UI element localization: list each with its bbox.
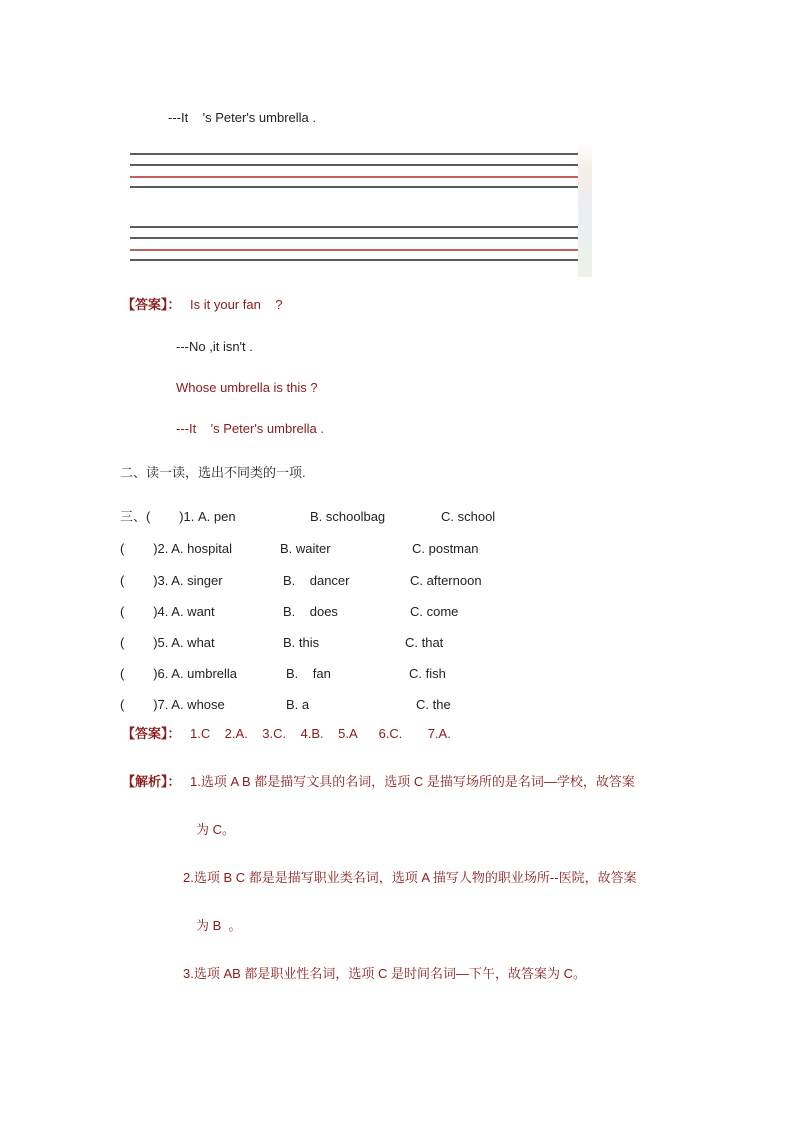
answer-line-1: Is it your fan ?	[190, 297, 283, 312]
option-c: C. come	[410, 604, 459, 619]
answer-line-4: ---It 's Peter's umbrella .	[176, 421, 324, 436]
analysis-line-2b: 为 B 。	[196, 918, 242, 933]
question-prefix: 三、( )1. A. pen	[120, 509, 236, 524]
answer-key: 1.C 2.A. 3.C. 4.B. 5.A 6.C. 7.A.	[190, 726, 451, 741]
writing-lines-block-2	[130, 226, 578, 262]
option-b: B. dancer	[283, 573, 350, 588]
question-prefix: ( )2. A. hospital	[120, 541, 232, 556]
option-c: C. afternoon	[410, 573, 482, 588]
answer-tag: 【答案】：	[122, 726, 181, 741]
option-b: B. does	[283, 604, 338, 619]
option-b: B. waiter	[280, 541, 331, 556]
question-prefix: ( )7. A. whose	[120, 697, 225, 712]
option-c: C. that	[405, 635, 444, 650]
section-title: 二、读一读，选出不同类的一项.	[120, 465, 306, 480]
option-b: B. a	[286, 697, 310, 712]
answer-line-3: Whose umbrella is this ?	[176, 380, 318, 395]
option-c: C. school	[441, 509, 496, 524]
answer-line-2: ---No ,it isn't .	[176, 339, 253, 354]
option-b: B. this	[283, 635, 320, 650]
question-prefix: ( )5. A. what	[120, 635, 215, 650]
option-c: C. fish	[409, 666, 446, 681]
question-prefix: ( )6. A. umbrella	[120, 666, 238, 681]
answer-tag: 【答案】：	[122, 297, 181, 312]
analysis-line-1b: 为 C。	[196, 822, 236, 837]
question-prefix: ( )3. A. singer	[120, 573, 223, 588]
question-prefix: ( )4. A. want	[120, 604, 215, 619]
analysis-tag: 【解析】：	[122, 774, 181, 789]
option-b: B. fan	[286, 666, 331, 681]
analysis-line-1a: 1.选项 A B 都是描写文具的名词，选项 C 是描写场所的是名词—学校，故答案	[190, 774, 635, 789]
decorative-image-strip	[578, 142, 592, 277]
writing-lines-block-1	[130, 153, 578, 189]
option-c: C. postman	[412, 541, 479, 556]
option-b: B. schoolbag	[310, 509, 386, 524]
analysis-line-3: 3.选项 AB 都是职业性名词，选项 C 是时间名词—下午，故答案为 C。	[183, 966, 587, 981]
option-c: C. the	[416, 697, 451, 712]
top-answer-line: ---It 's Peter's umbrella .	[168, 110, 316, 125]
analysis-line-2a: 2.选项 B C 都是是描写职业类名词，选项 A 描写人物的职业场所--医院，故答案	[183, 870, 637, 885]
